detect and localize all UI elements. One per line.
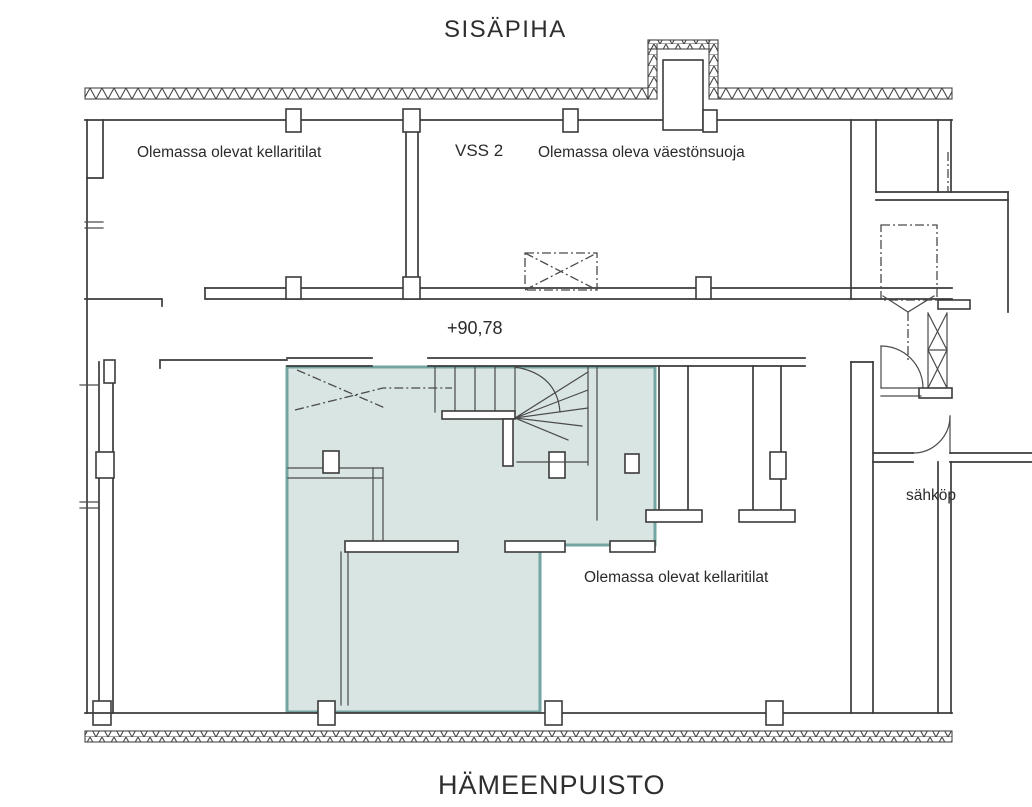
elevation-label: +90,78 [447,318,503,338]
site-label-top: SISÄPIHA [444,16,567,43]
column-markers-upper [286,109,711,299]
site-label-bottom: HÄMEENPUISTO [438,770,666,800]
door-arc-lower [913,416,950,453]
top-exterior-wall-hatch [85,40,952,99]
shelter-room-label: Olemassa oleva väestönsuoja [538,144,745,161]
lower-room-label: Olemassa olevat kellaritilat [584,569,769,586]
upper-left-room-label: Olemassa olevat kellaritilat [137,144,322,161]
door-arc-upper [881,346,923,396]
shelter-code-label: VSS 2 [455,141,504,160]
ladder-symbol [919,313,952,398]
ceiling-opening-symbol [525,253,597,290]
electrical-label: sähköp [906,487,956,504]
bottom-exterior-wall-hatch [85,731,952,742]
